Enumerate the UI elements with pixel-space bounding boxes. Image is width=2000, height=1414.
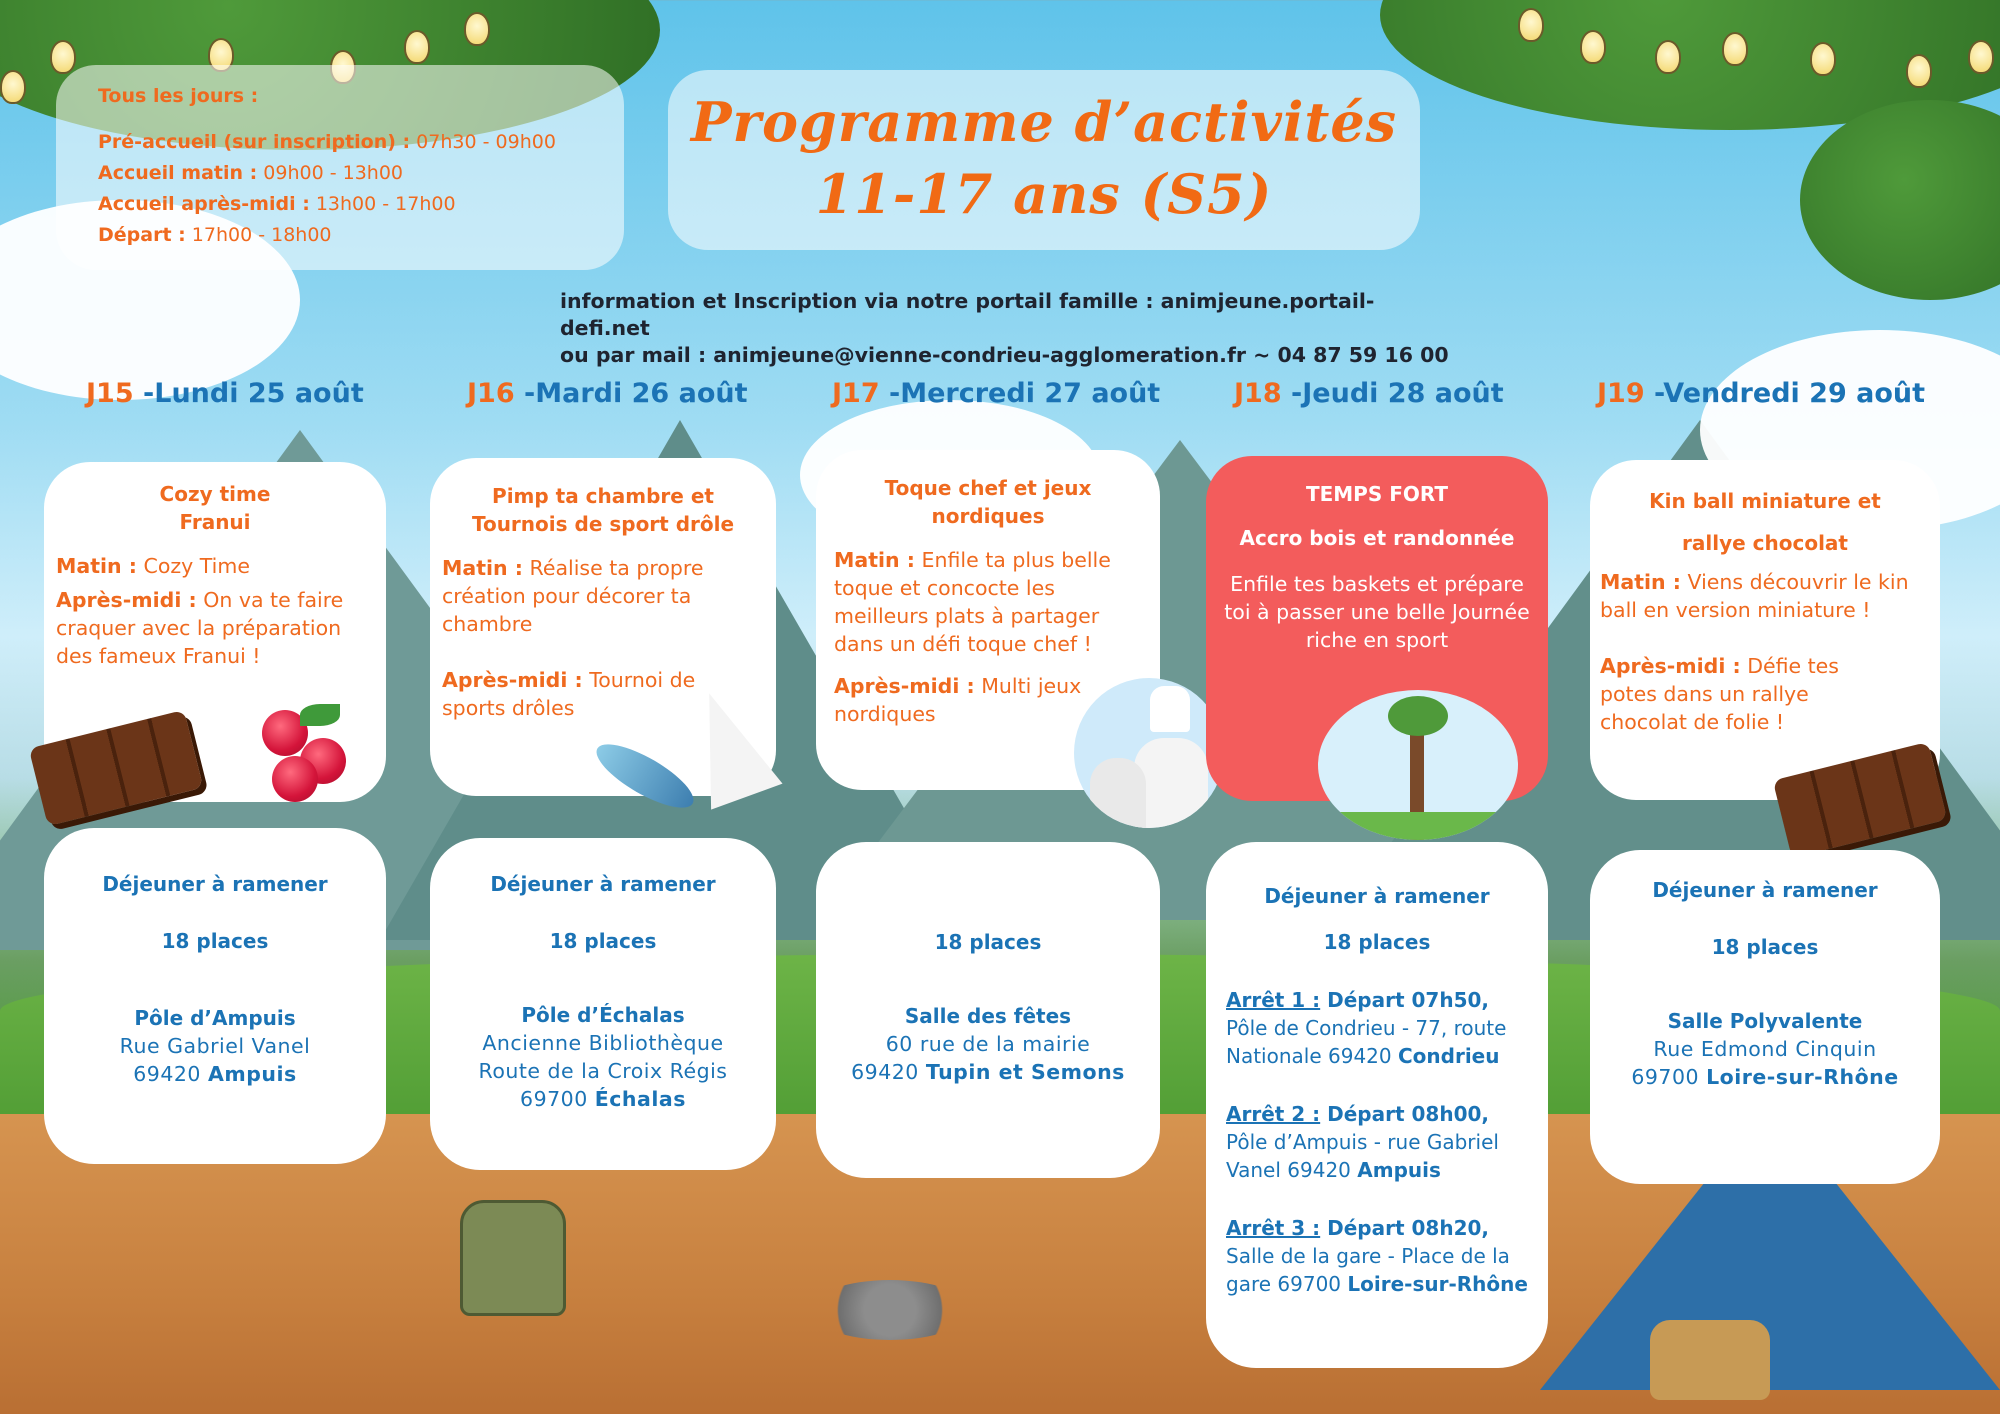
hours-value: 09h00 - 13h00: [257, 162, 404, 184]
day-date: Mardi 26 août: [535, 378, 748, 409]
day-code: J15: [86, 378, 134, 409]
activity-title: Accro bois et randonnée: [1239, 526, 1515, 550]
morning-label: Matin :: [56, 554, 137, 578]
morning-text: Viens découvrir le kin ball en version miniature !: [1600, 570, 1909, 622]
stop-address: Salle de la gare - Place de la gare 69700: [1226, 1244, 1510, 1296]
light-bulb-icon: [1655, 40, 1681, 74]
location-city-line: [1620, 1063, 1910, 1091]
info-line-contact: ou par mail : animjeune@vienne-condrieu-agglomeration.fr ~ 04 87 59 16 00: [560, 343, 1449, 367]
day-date: Mercredi 27 août: [900, 378, 1161, 409]
info-line-portal: information et Inscription via notre portail famille : animjeune.portail-defi.net: [560, 289, 1375, 340]
light-bulb-icon: [0, 70, 26, 104]
location-city: Loire-sur-Rhône: [1706, 1065, 1899, 1089]
activity-morning: [56, 552, 374, 580]
boots-illustration: [1650, 1320, 1770, 1400]
opening-hours-panel: [56, 65, 624, 270]
activity-title: [1600, 480, 1930, 564]
location-city: Tupin et Semons: [925, 1060, 1125, 1084]
places-count: 18 places: [161, 929, 269, 953]
activity-title: [442, 482, 764, 538]
afternoon-text: On va te faire craquer avec la préparation des fameux Franui !: [56, 588, 344, 668]
location-postcode: 69420: [133, 1062, 208, 1086]
day-date: Vendredi 29 août: [1663, 378, 1926, 409]
stop-address: Pôle de Condrieu - 77, route Nationale 69420: [1226, 1016, 1507, 1068]
light-bulb-icon: [50, 40, 76, 74]
tree-climbing-illustration: [1318, 690, 1518, 840]
chef-illustration: [1074, 678, 1224, 828]
hours-line: [98, 220, 582, 251]
chef-body-shape: [1090, 758, 1146, 828]
light-bulb-icon: [404, 30, 430, 64]
location-card-j16: [430, 838, 776, 1170]
program-title-panel: [668, 70, 1420, 250]
day-date: Jeudi 28 août: [1302, 378, 1504, 409]
day-heading-j17: J17 -Mercredi 27 août: [832, 378, 1161, 409]
location-city: Ampuis: [208, 1062, 297, 1086]
bus-stop-2: [1226, 1100, 1528, 1184]
raspberry-icon: [272, 756, 318, 802]
location-city-line: [446, 1085, 760, 1113]
stop-time: Départ 07h50,: [1320, 988, 1489, 1012]
campfire-illustration: [810, 1280, 970, 1340]
location-city-line: [60, 1060, 370, 1088]
activity-morning: [442, 554, 764, 638]
afternoon-label: Après-midi :: [56, 588, 197, 612]
lunch-note: Déjeuner à ramener: [102, 872, 328, 896]
location-card-j15: [44, 828, 386, 1164]
light-bulb-icon: [1580, 30, 1606, 64]
places-count: 18 places: [1711, 935, 1819, 959]
chef-hat-icon: [1150, 686, 1190, 732]
day-code: J16: [467, 378, 515, 409]
activity-morning: [1600, 568, 1930, 624]
activity-title-line: Tournois de sport drôle: [471, 512, 735, 536]
light-bulb-icon: [464, 12, 490, 46]
location-postcode: 69420: [851, 1060, 926, 1084]
location-name: Salle Polyvalente: [1667, 1009, 1863, 1033]
activity-title-line: Kin ball miniature et: [1649, 489, 1881, 513]
activity-title: [56, 480, 374, 536]
hours-line: [98, 158, 582, 189]
stop-label: Arrêt 3 :: [1226, 1216, 1321, 1240]
activity-title-line: Toque chef et jeux: [884, 476, 1092, 500]
lunch-note: Déjeuner à ramener: [1652, 878, 1878, 902]
light-bulb-icon: [1810, 42, 1836, 76]
hours-value: 17h00 - 18h00: [185, 224, 332, 246]
location-city: Échalas: [594, 1087, 686, 1111]
location-card-j18: [1206, 842, 1548, 1368]
hours-label: Pré-accueil (sur inscription) :: [98, 131, 411, 153]
location-street: 60 rue de la mairie: [885, 1032, 1091, 1056]
activity-afternoon: [56, 586, 374, 670]
activity-card-j19: [1590, 460, 1940, 800]
location-city-line: [832, 1058, 1144, 1086]
day-date: Lundi 25 août: [154, 378, 364, 409]
location-line: Ancienne Bibliothèque: [482, 1031, 724, 1055]
day-heading-j15: J15 -Lundi 25 août: [86, 378, 364, 409]
afternoon-label: Après-midi :: [442, 668, 583, 692]
activity-title-line: Cozy time: [159, 482, 271, 506]
morning-label: Matin :: [1600, 570, 1681, 594]
stop-city: Loire-sur-Rhône: [1347, 1272, 1528, 1296]
lunch-note: Déjeuner à ramener: [490, 872, 716, 896]
morning-text: Cozy Time: [137, 554, 250, 578]
stop-time: Départ 08h00,: [1320, 1102, 1489, 1126]
location-name: Pôle d’Échalas: [521, 1003, 685, 1027]
hours-label: Départ :: [98, 224, 186, 246]
location-name: Pôle d’Ampuis: [134, 1006, 296, 1030]
afternoon-text: Tournoi de sports drôles: [442, 668, 696, 720]
activity-afternoon: [834, 672, 1094, 728]
program-subtitle: 11-17 ans (S5): [815, 162, 1273, 226]
stop-label: Arrêt 2 :: [1226, 1102, 1321, 1126]
location-street: Rue Edmond Cinquin: [1653, 1037, 1877, 1061]
light-bulb-icon: [1518, 8, 1544, 42]
location-card-j19: [1590, 850, 1940, 1184]
location-street: Rue Gabriel Vanel: [119, 1034, 311, 1058]
bus-stop-3: [1226, 1214, 1528, 1298]
hours-value: 07h30 - 09h00: [410, 131, 556, 153]
activity-afternoon: [1600, 652, 1900, 736]
morning-text: Enfile ta plus belle toque et concocte les meilleurs plats à partager dans un défi toque chef !: [834, 548, 1111, 656]
backpack-illustration: [460, 1200, 566, 1316]
activity-title: [834, 474, 1142, 530]
activity-title-line: Pimp ta chambre et: [492, 484, 714, 508]
activity-morning: [834, 546, 1142, 658]
day-code: J19: [1597, 378, 1645, 409]
hours-line: [98, 127, 582, 158]
hours-title: Tous les jours :: [98, 85, 259, 107]
afternoon-label: Après-midi :: [1600, 654, 1741, 678]
activity-title-line: nordiques: [931, 504, 1045, 528]
tree-canopy-shape: [1388, 696, 1448, 736]
day-heading-j19: J19 -Vendredi 29 août: [1597, 378, 1926, 409]
morning-label: Matin :: [834, 548, 915, 572]
lunch-note: Déjeuner à ramener: [1264, 884, 1490, 908]
day-code: J18: [1234, 378, 1282, 409]
location-postcode: 69700: [1631, 1065, 1707, 1089]
morning-text: Réalise ta propre création pour décorer ta chambre: [442, 556, 704, 636]
afternoon-label: Après-midi :: [834, 674, 975, 698]
places-count: 18 places: [1323, 930, 1431, 954]
afternoon-text: Défie tes potes dans un rallye chocolat de folie !: [1600, 654, 1839, 734]
hours-value: 13h00 - 17h00: [309, 193, 456, 215]
activity-title-line: rallye chocolat: [1682, 531, 1848, 555]
day-code: J17: [832, 378, 880, 409]
places-count: 18 places: [934, 930, 1042, 954]
hours-label: Accueil après-midi :: [98, 193, 310, 215]
stop-label: Arrêt 1 :: [1226, 988, 1321, 1012]
afternoon-text: Multi jeux nordiques: [834, 674, 1082, 726]
places-count: 18 places: [549, 929, 657, 953]
stop-time: Départ 08h20,: [1320, 1216, 1489, 1240]
light-bulb-icon: [1906, 54, 1932, 88]
location-card-j17: [816, 842, 1160, 1178]
day-heading-j18: J18 -Jeudi 28 août: [1234, 378, 1504, 409]
tree-foliage: [1800, 100, 2000, 300]
activity-title-line: Franui: [179, 510, 251, 534]
light-bulb-icon: [1968, 40, 1994, 74]
light-bulb-icon: [1722, 32, 1748, 66]
stop-city: Condrieu: [1397, 1044, 1500, 1068]
program-title: Programme d’activités: [690, 90, 1398, 154]
activity-description: Enfile tes baskets et prépare toi à passer une belle Journée riche en sport: [1224, 572, 1530, 652]
morning-label: Matin :: [442, 556, 523, 580]
bus-stop-1: [1226, 986, 1528, 1070]
hours-label: Accueil matin :: [98, 162, 258, 184]
highlight-badge: TEMPS FORT: [1305, 482, 1449, 506]
hours-line: [98, 189, 582, 220]
leaf-icon: [300, 704, 340, 726]
grass-strip: [1318, 812, 1518, 840]
registration-info: [560, 288, 1460, 369]
location-street: Route de la Croix Régis: [478, 1059, 728, 1083]
stop-city: Ampuis: [1357, 1158, 1441, 1182]
stop-address: Pôle d’Ampuis - rue Gabriel Vanel 69420: [1226, 1130, 1499, 1182]
location-name: Salle des fêtes: [904, 1004, 1072, 1028]
location-postcode: 69700: [520, 1087, 595, 1111]
day-heading-j16: J16 -Mardi 26 août: [467, 378, 748, 409]
